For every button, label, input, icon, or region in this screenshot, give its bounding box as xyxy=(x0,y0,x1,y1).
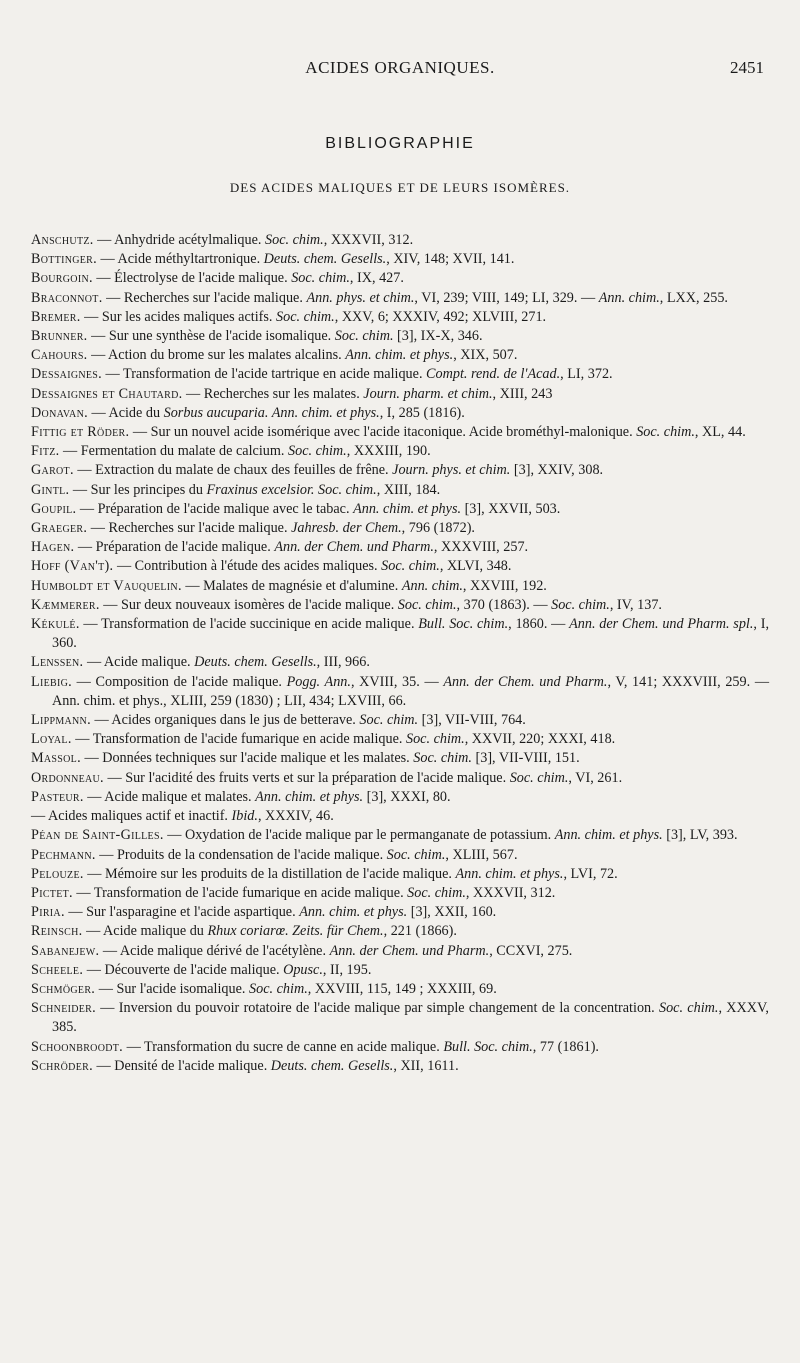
entry-text: [3], LV, 393. xyxy=(662,827,738,844)
entry-text: — Sur les principes du xyxy=(69,481,207,498)
entry-text: [3], IX-X, 346. xyxy=(393,328,483,345)
entry-author: Graeger. xyxy=(31,520,88,537)
entry-text: , XL, 44. xyxy=(694,424,746,441)
entry-text: — Acides organiques dans le jus de betterave. xyxy=(90,712,360,729)
entry-source: Ann. der Chem. und Pharm. xyxy=(443,673,608,690)
entry-text: , XXXVII, 312. xyxy=(323,232,414,248)
entry-text: , XXXIII, 190. xyxy=(346,443,431,460)
entry-text: , 796 (1872). xyxy=(401,520,475,537)
entry-source: Soc. chim. xyxy=(397,596,457,613)
entry-text: — Extraction du malate de chaux des feuilles de frêne. xyxy=(73,462,393,479)
entry-author: Hagen. xyxy=(31,539,75,556)
entry-text: — Recherches sur les malates. xyxy=(182,385,364,402)
entry-text: [3], VII-VIII, 151. xyxy=(471,750,580,767)
entry-source: Pogg. Ann. xyxy=(286,673,351,690)
entry-text: — Recherches sur l'acide malique. xyxy=(87,520,292,537)
entry-source: Soc. chim. xyxy=(265,232,324,248)
entry-text: — Fermentation du malate de calcium. xyxy=(59,443,288,460)
entry-author: Anschutz. xyxy=(31,232,94,248)
bibliography-entry xyxy=(31,615,769,653)
entry-text: , XII, 1611. xyxy=(393,1057,459,1074)
entry-text: , 1860. — xyxy=(508,616,570,633)
entry-source: Soc. chim. xyxy=(407,884,466,901)
bibliography-entry xyxy=(31,961,769,980)
bibliography-entry xyxy=(31,1057,769,1076)
entry-author: Schoonbroodt. xyxy=(31,1038,124,1055)
bibliography-entry xyxy=(31,500,769,519)
entry-text: , XVIII, 35. — xyxy=(350,673,444,690)
entry-text: , 221 (1866). xyxy=(383,923,457,940)
entry-text: , XLVI, 348. xyxy=(439,558,512,575)
entry-author: Lippmann. xyxy=(31,712,91,729)
bibliography-entry xyxy=(31,461,769,480)
bibliography-entry xyxy=(31,538,769,557)
entry-author: Gintl. xyxy=(31,481,70,498)
entry-author: Goupil. xyxy=(31,500,77,517)
entry-source: Ann. der Chem. und Pharm. spl. xyxy=(569,616,754,633)
bibliography-entry xyxy=(31,788,769,807)
entry-text: — Recherches sur l'acide malique. xyxy=(102,289,307,306)
entry-source: Ann. chim. xyxy=(598,289,660,306)
entry-text: — Malates de magnésie et d'alumine. xyxy=(181,577,402,594)
running-title: ACIDES ORGANIQUES. xyxy=(305,58,495,77)
entry-text: — Transformation de l'acide succinique en acide malique. xyxy=(79,616,419,633)
bibliography-entry xyxy=(31,481,769,500)
entry-text: , III, 966. xyxy=(316,654,370,671)
entry-text: — Sur les acides maliques actifs. xyxy=(80,308,276,325)
entry-author: Cahours. xyxy=(31,347,88,364)
entry-author: Garot. xyxy=(31,462,74,479)
entry-source: Deuts. chem. Gesells. xyxy=(270,1057,394,1074)
entry-author: Pictet. xyxy=(31,884,73,901)
entry-text: , VI, 239; VIII, 149; LI, 329. — xyxy=(414,289,599,306)
bibliography-entry xyxy=(31,404,769,423)
bibliography-entry xyxy=(31,865,769,884)
entry-source: Fraxinus excelsior. Soc. chim. xyxy=(206,481,377,498)
entry-text: — Sur l'acidité des fruits verts et sur la préparation de l'acide malique. xyxy=(103,769,510,786)
entry-text: [3], XXVII, 503. xyxy=(461,500,561,517)
entry-author: Braconnot. xyxy=(31,289,103,306)
bibliography-entry xyxy=(31,942,769,961)
entry-source: Bull. Soc. chim. xyxy=(418,616,509,633)
entry-text: — Électrolyse de l'acide malique. xyxy=(92,270,292,287)
entry-text: — Oxydation de l'acide malique par le permanganate de potassium. xyxy=(163,827,555,844)
entry-author: Ordonneau. xyxy=(31,769,104,786)
entry-author: Lenssen. xyxy=(31,654,84,671)
entry-author: Donavan. xyxy=(31,404,88,421)
entry-text: — Acide méthyltartronique. xyxy=(97,251,264,268)
bibliography-entry xyxy=(31,250,769,269)
entry-author: Scheele. xyxy=(31,961,84,978)
page-number: 2451 xyxy=(730,58,764,77)
entry-source: Soc. chim. xyxy=(509,769,569,786)
entry-source: Sorbus aucuparia. Ann. chim. et phys. xyxy=(163,404,380,421)
entry-source: Soc. chim. xyxy=(334,328,394,345)
entry-source: Jahresb. der Chem. xyxy=(291,520,402,537)
bibliography-entry xyxy=(31,423,769,442)
entry-text: — Produits de la condensation de l'acide malique. xyxy=(95,846,387,863)
entry-text: , XIII, 184. xyxy=(376,481,441,498)
entry-text: , XXV, 6; XXXIV, 492; XLVIII, 271. xyxy=(334,308,547,325)
bibliography-entry xyxy=(31,346,769,365)
entry-source: Soc. chim. xyxy=(405,731,465,748)
entry-author: Liebig. xyxy=(31,673,72,690)
bibliography-entry xyxy=(31,442,769,461)
bibliography-entry xyxy=(31,673,769,711)
entry-text: — Transformation de l'acide fumarique en acide malique. xyxy=(72,884,408,901)
bibliography-entry xyxy=(31,519,769,538)
bibliography-entry xyxy=(31,826,769,845)
entry-text: — Composition de l'acide malique. xyxy=(71,673,287,690)
section-subtitle: DES ACIDES MALIQUES ET DE LEURS ISOMÈRES. xyxy=(229,180,571,195)
entry-text: — Acide malique du xyxy=(82,923,208,940)
bibliography-entry xyxy=(31,749,769,768)
entry-text: , XXXVII, 312. xyxy=(465,884,556,901)
entry-text: , V, 141; XXXVIII, 259. — Ann. chim. et phys., XLIII, 259 (1830) ; LII, 434; LXVIII, 66. xyxy=(52,673,770,709)
entry-text: — Transformation du sucre de canne en acide malique. xyxy=(123,1038,444,1055)
entry-source: Ann. phys. et chim. xyxy=(306,289,415,306)
entry-source: Soc. chim. xyxy=(249,980,308,997)
bibliography-entry xyxy=(31,980,769,999)
entry-text: — Acides maliques actif et inactif. xyxy=(31,808,232,825)
entry-text: , CCXVI, 275. xyxy=(489,942,573,959)
entry-source: Ann. chim. et phys. xyxy=(345,347,454,364)
bibliography-entry xyxy=(31,577,769,596)
entry-source: Ann. der Chem. und Pharm. xyxy=(329,942,490,959)
entry-author: Pasteur. xyxy=(31,788,84,805)
section-title: BIBLIOGRAPHIE xyxy=(325,135,475,152)
entry-source: Ann. chim. et phys. xyxy=(299,904,408,921)
entry-source: Soc. chim. xyxy=(413,750,472,767)
entry-author: Reinsch. xyxy=(31,923,83,940)
entry-text: — Mémoire sur les produits de la distillation de l'acide malique. xyxy=(83,865,456,882)
entry-text: , XXVIII, 115, 149 ; XXXIII, 69. xyxy=(307,980,497,997)
entry-text: , LVI, 72. xyxy=(563,865,618,882)
bibliography-entry xyxy=(31,596,769,615)
entry-text: — Sur l'acide isomalique. xyxy=(95,980,250,997)
entry-text: — Action du brome sur les malates alcalins. xyxy=(87,347,346,364)
entry-text: , XXVII, 220; XXXI, 418. xyxy=(464,731,616,748)
entry-source: Ann. chim. xyxy=(401,577,463,594)
bibliography-list xyxy=(31,231,769,1076)
entry-author: Massol. xyxy=(31,750,81,767)
entry-text: — Transformation de l'acide fumarique en acide malique. xyxy=(71,731,406,748)
entry-source: Soc. chim. xyxy=(359,712,419,729)
entry-text: — Préparation de l'acide malique. xyxy=(74,539,275,556)
entry-text: — Transformation de l'acide tartrique en acide malique. xyxy=(102,366,427,383)
entry-author: Piria. xyxy=(31,904,65,921)
entry-source: Ann. chim. et phys. xyxy=(554,827,663,844)
entry-source: Soc. chim. xyxy=(658,1000,719,1017)
entry-text: — Sur l'asparagine et l'acide aspartique. xyxy=(64,904,300,921)
entry-text: , IX, 427. xyxy=(349,270,404,287)
entry-text: — Découverte de l'acide malique. xyxy=(83,961,284,978)
bibliography-entry xyxy=(31,922,769,941)
bibliography-entry xyxy=(31,769,769,788)
entry-text: , XLIII, 567. xyxy=(445,846,518,863)
bibliography-entry xyxy=(31,807,769,826)
page-header xyxy=(30,56,770,82)
entry-author: Humboldt et Vauquelin. xyxy=(31,577,182,594)
bibliography-entry xyxy=(31,1038,769,1057)
entry-text: [3], XXII, 160. xyxy=(407,904,497,921)
entry-source: Ann. der Chem. und Pharm. xyxy=(274,539,434,556)
entry-source: Soc. chim. xyxy=(636,424,695,441)
bibliography-entry xyxy=(31,269,769,288)
bibliography-entry xyxy=(31,557,769,576)
entry-text: , VI, 261. xyxy=(568,769,623,786)
entry-text: [3], VII-VIII, 764. xyxy=(418,712,526,729)
entry-author: Dessaignes et Chautard. xyxy=(31,385,183,402)
entry-text: , II, 195. xyxy=(322,961,372,978)
bibliography-entry xyxy=(31,289,769,308)
entry-source: Ann. chim. et phys. xyxy=(255,788,364,805)
entry-author: Kæmmerer. xyxy=(31,596,100,613)
entry-text: — Acide malique et malates. xyxy=(83,788,256,805)
entry-source: Opusc. xyxy=(283,961,323,978)
entry-author: Hoff (Van't). xyxy=(31,558,114,575)
entry-text: , XIV, 148; XVII, 141. xyxy=(386,251,515,268)
entry-text: — Inversion du pouvoir rotatoire de l'acide malique par simple changement de la concentration. xyxy=(96,1000,659,1017)
entry-source: Ann. chim. et phys. xyxy=(455,865,564,882)
entry-text: , XXXVIII, 257. xyxy=(433,539,529,556)
entry-source: Deuts. chem. Gesells. xyxy=(263,251,387,268)
entry-text: — Sur deux nouveaux isomères de l'acide malique. xyxy=(99,596,398,613)
entry-text: , 77 (1861). xyxy=(532,1038,599,1055)
entry-author: Schneider. xyxy=(31,1000,96,1017)
entry-author: Pelouze. xyxy=(31,865,84,882)
entry-text: — Acide malique. xyxy=(83,654,195,671)
bibliography-entry xyxy=(31,903,769,922)
entry-author: Loyal. xyxy=(31,731,72,748)
entry-text: , 370 (1863). — xyxy=(456,596,552,613)
entry-source: Rhux coriarœ. Zeits. für Chem. xyxy=(207,923,384,940)
entry-source: Soc. chim. xyxy=(551,596,610,613)
entry-text: — Acide du xyxy=(87,404,164,421)
bibliography-entry xyxy=(31,385,769,404)
bibliography-entry xyxy=(31,711,769,730)
entry-author: Fittig et Röder. xyxy=(31,424,130,441)
entry-source: Compt. rend. de l'Acad. xyxy=(426,366,561,383)
entry-source: Ann. chim. et phys. xyxy=(353,500,462,517)
bibliography-entry xyxy=(31,730,769,749)
bibliography-entry xyxy=(31,846,769,865)
bibliography-entry xyxy=(31,365,769,384)
entry-source: Bull. Soc. chim. xyxy=(443,1038,533,1055)
entry-author: Kékulé. xyxy=(31,616,80,633)
entry-text: — Anhydride acétylmalique. xyxy=(93,232,265,248)
entry-author: Bremer. xyxy=(31,308,81,325)
entry-source: Ibid. xyxy=(231,808,258,825)
entry-text: — Densité de l'acide malique. xyxy=(92,1057,271,1074)
entry-text: , XXXIV, 46. xyxy=(257,808,334,825)
entry-text: , LXX, 255. xyxy=(659,289,728,306)
entry-text: — Acide malique dérivé de l'acétylène. xyxy=(99,942,330,959)
entry-source: Soc. chim. xyxy=(288,443,347,460)
bibliography-entry xyxy=(31,884,769,903)
entry-text: , XXXV, 385. xyxy=(52,1000,769,1036)
entry-author: Bottinger. xyxy=(31,251,97,268)
entry-source: Soc. chim. xyxy=(291,270,350,287)
bibliography-entry xyxy=(31,231,769,250)
entry-text: — Données techniques sur l'acide malique et les malates. xyxy=(80,750,414,767)
entry-author: Schmöger. xyxy=(31,980,96,997)
entry-author: Sabanejew. xyxy=(31,942,100,959)
entry-text: , XXVIII, 192. xyxy=(462,577,547,594)
entry-source: Journ. pharm. et chim. xyxy=(363,385,493,402)
entry-author: Schröder. xyxy=(31,1057,93,1074)
entry-author: Bourgoin. xyxy=(31,270,93,287)
entry-text: [3], XXIV, 308. xyxy=(510,462,604,479)
entry-text: , XIII, 243 xyxy=(492,385,553,402)
entry-text: , I, 285 (1816). xyxy=(379,404,465,421)
entry-author: Fitz. xyxy=(31,443,60,460)
entry-source: Deuts. chem. Gesells. xyxy=(194,654,317,671)
entry-source: Journ. phys. et chim. xyxy=(392,462,511,479)
entry-author: Brunner. xyxy=(31,328,88,345)
bibliography-entry xyxy=(31,308,769,327)
entry-text: — Préparation de l'acide malique avec le tabac. xyxy=(76,500,354,517)
entry-text: — Contribution à l'étude des acides maliques. xyxy=(113,558,382,575)
entry-text: [3], XXXI, 80. xyxy=(363,788,451,805)
entry-text: , IV, 137. xyxy=(609,596,662,613)
bibliography-entry xyxy=(31,327,769,346)
entry-author: Pechmann. xyxy=(31,846,96,863)
entry-text: , XIX, 507. xyxy=(453,347,518,364)
entry-author: Péan de Saint-Gilles. xyxy=(31,827,164,844)
entry-author: Dessaignes. xyxy=(31,366,102,383)
bibliography-entry xyxy=(31,653,769,672)
entry-source: Soc. chim. xyxy=(386,846,446,863)
entry-text: , LI, 372. xyxy=(560,366,613,383)
entry-text: — Sur une synthèse de l'acide isomalique. xyxy=(87,328,335,345)
entry-text: , I, 360. xyxy=(52,616,770,652)
bibliography-entry xyxy=(31,999,769,1037)
entry-text: — Sur un nouvel acide isomérique avec l'acide itaconique. Acide brométhyl-malonique. xyxy=(129,424,637,441)
entry-source: Soc. chim. xyxy=(381,558,440,575)
entry-source: Soc. chim. xyxy=(276,308,335,325)
